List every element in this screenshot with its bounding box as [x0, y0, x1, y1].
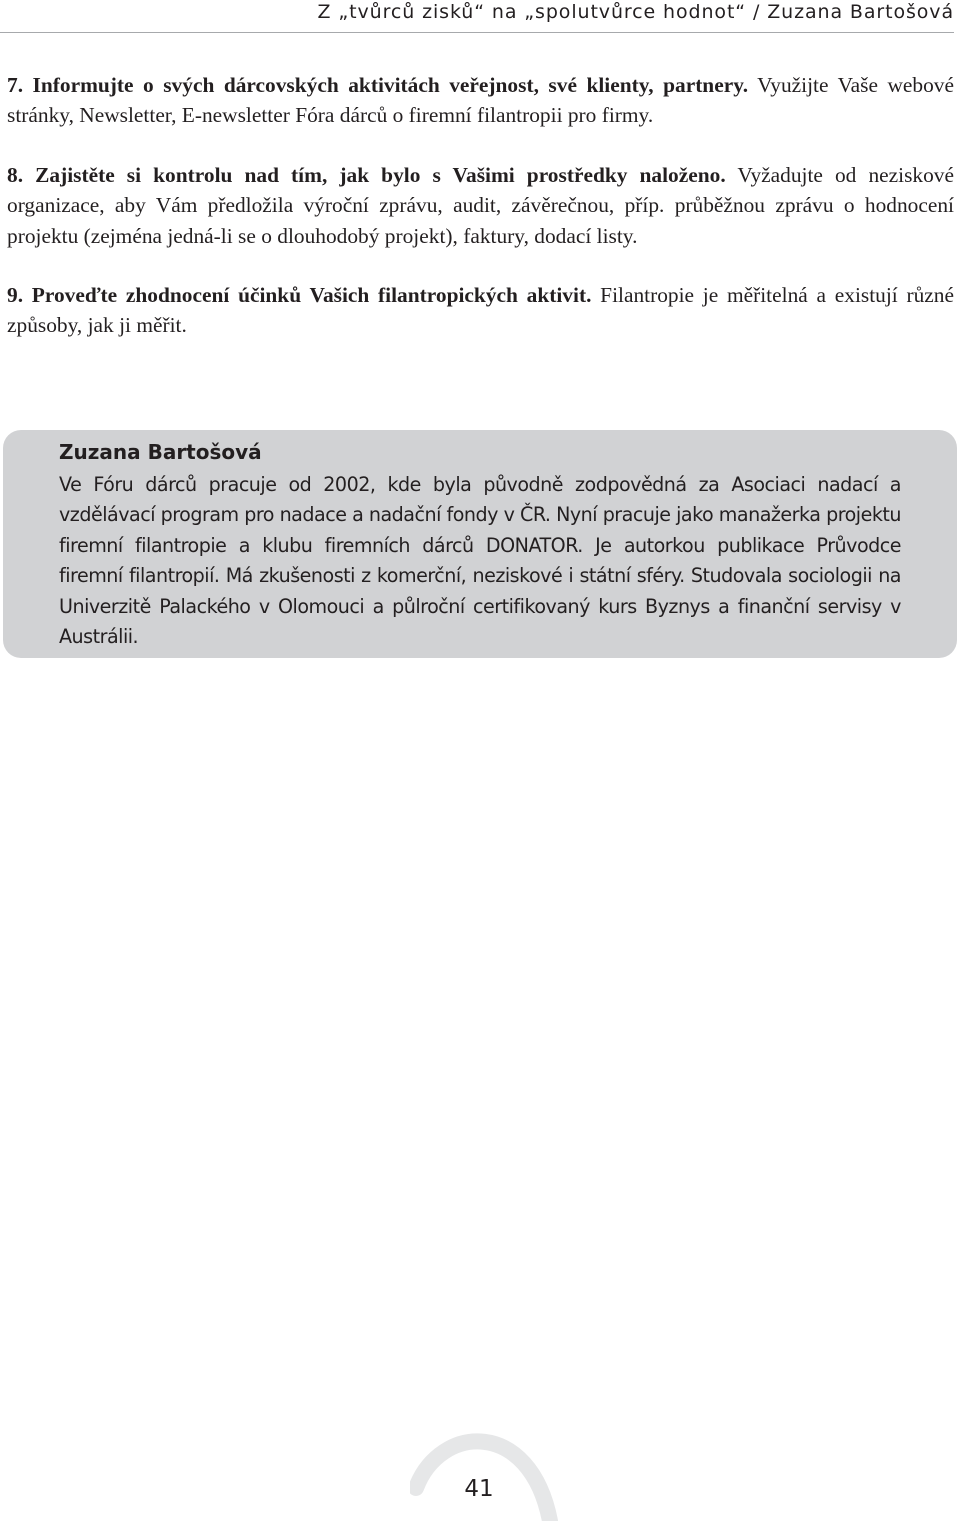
- item-text: Využijte Vaše webové stránky, Newsletter, E-newsletter Fóra dárců o firemní filantropii pro firmy.: [7, 73, 954, 128]
- item-text: Filantropie je měřitelná a existují různé způsoby, jak ji měřit.: [7, 283, 954, 338]
- item-heading: 7. Informujte o svých dárcovských aktivitách veřejnost, své klienty, partnery.: [7, 73, 749, 97]
- list-item: [7, 160, 954, 251]
- author-name: Zuzana Bartošová: [59, 440, 262, 464]
- page-number: 41: [464, 1476, 494, 1502]
- running-header: Z „tvůrců zisků“ na „spolutvůrce hodnot“ / Zuzana Bartošová: [0, 0, 954, 33]
- item-text: Vyžadujte od neziskové organizace, aby Vám předložila výroční zprávu, audit, závěrečnou, příp. průběžnou zprávu o hodnocení projektu (zejména jedná-li se o dlouhodobý projekt), faktury, dodací listy.: [7, 162, 954, 248]
- list-item: [7, 280, 954, 341]
- article-body: [7, 70, 954, 341]
- list-item: [7, 70, 954, 131]
- item-heading: 8. Zajistěte si kontrolu nad tím, jak bylo s Vašimi prostředky naloženo.: [7, 162, 726, 187]
- item-heading: 9. Proveďte zhodnocení účinků Vašich filantropických aktivit.: [7, 283, 592, 308]
- author-bio-box: [3, 430, 957, 658]
- author-bio-text: Ve Fóru dárců pracuje od 2002, kde byla původně zodpovědná za Asociaci nadací a vzdělávací program pro nadace a nadační fondy v ČR. Nyní pracuje jako manažerka projektu firemní filantropie a klubu firemních dárců DONATOR. Je autorkou publikace Průvodce firemní filantropií. Má zkušenosti z komerční, neziskové i státní sféry. Studovala sociologii na Univerzitě Palackého v Olomouci a půlroční certifikovaný kurs Byznys a finanční servisy v Austrálii.: [59, 473, 901, 649]
